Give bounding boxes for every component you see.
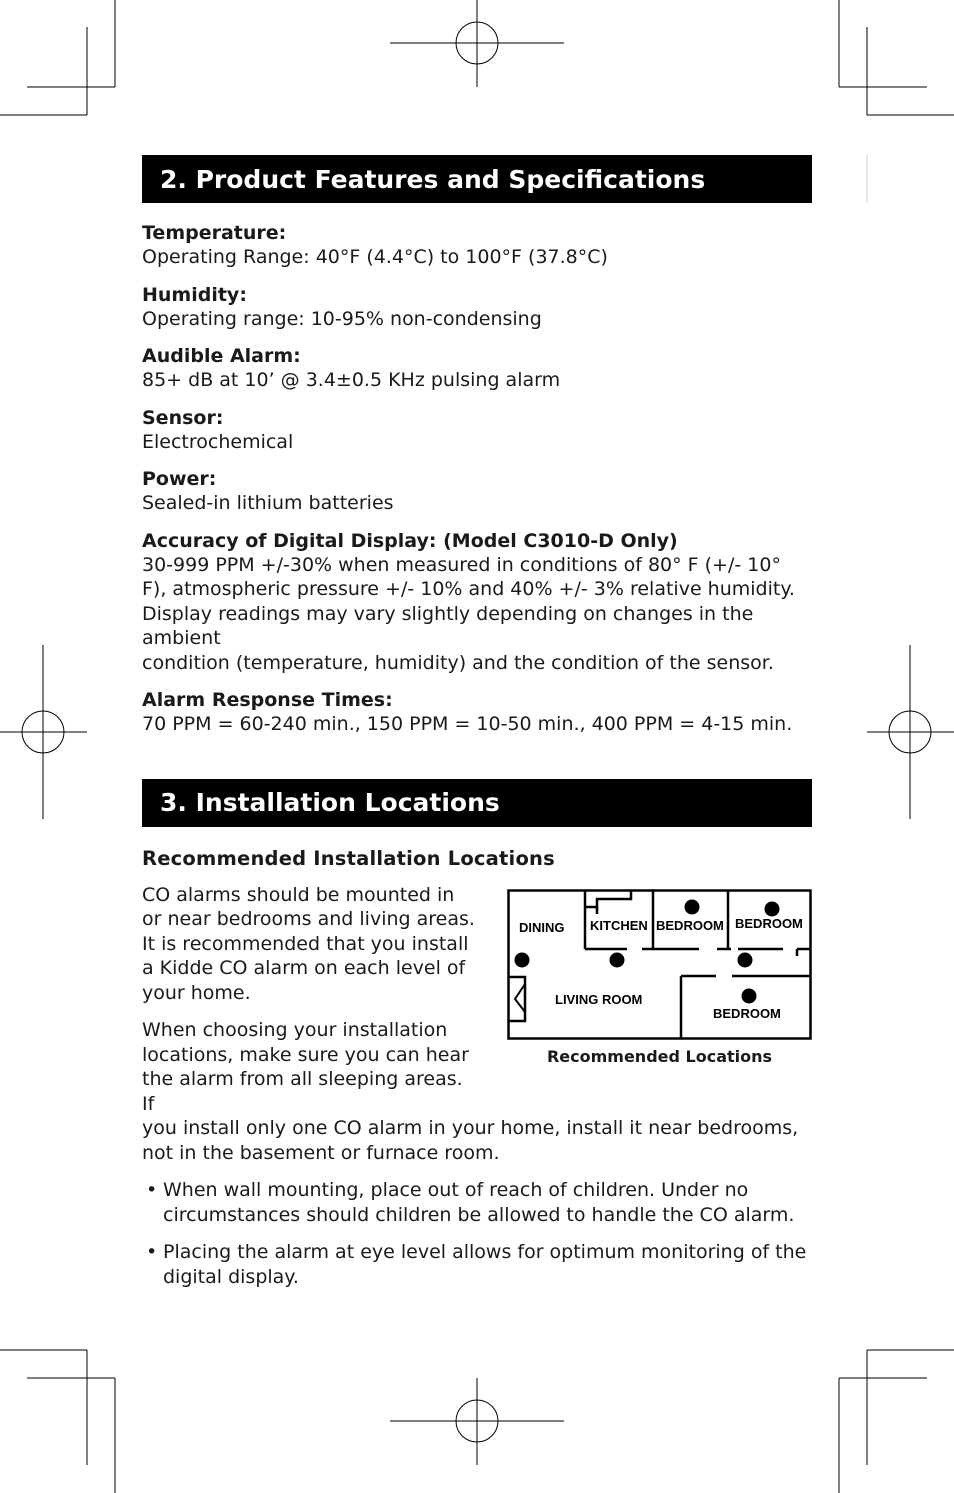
paragraph-line: not in the basement or furnace room.	[142, 1141, 500, 1164]
spec-value-line: F), atmospheric pressure +/- 10% and 40% +/- 3% relative humidity.	[142, 578, 795, 600]
alarm-location-dot	[742, 988, 757, 1003]
paragraph-line: locations, make sure you can hear	[142, 1043, 469, 1066]
spec-label: Power:	[142, 468, 217, 490]
alarm-location-dot	[515, 952, 530, 967]
installation-bullets	[142, 1178, 812, 1289]
section-3-heading	[142, 779, 812, 827]
spec-audible-alarm	[142, 344, 812, 393]
spec-label: Audible Alarm:	[142, 345, 301, 367]
paragraph-line: you install only one CO alarm in your home, install it near bedrooms,	[142, 1117, 799, 1139]
spec-label: Humidity:	[142, 283, 247, 306]
spec-list	[142, 221, 812, 737]
spec-value: Operating range: 10-95% non-condensing	[142, 307, 542, 330]
spec-value: 70 PPM = 60-240 min., 150 PPM = 10-50 min., 400 PPM = 4-15 min.	[142, 713, 793, 735]
floor-plan-figure	[507, 889, 812, 1066]
spec-label: Alarm Response Times:	[142, 689, 393, 711]
spec-temperature	[142, 221, 812, 270]
paragraph-line: or near bedrooms and living areas.	[142, 908, 475, 930]
spec-value-line: 30-999 PPM +/-30% when measured in conditions of 80° F (+/- 10°	[142, 553, 781, 576]
alarm-location-dot	[738, 952, 753, 967]
spec-power	[142, 467, 812, 516]
room-label-bedroom: BEDROOM	[656, 917, 724, 933]
bullet-item	[142, 1178, 812, 1227]
page-content	[142, 155, 812, 1289]
spec-humidity	[142, 283, 812, 332]
figure-caption: Recommended Locations	[546, 1046, 773, 1066]
alarm-location-dot	[765, 901, 780, 916]
section-2-title: 2. Product Features and Specifications	[160, 164, 706, 194]
paragraph-line: CO alarms should be mounted in	[142, 883, 455, 906]
bullet-line: circumstances should children be allowed to handle the CO alarm.	[163, 1203, 795, 1226]
section-2-heading	[142, 155, 812, 203]
bullet-line: Placing the alarm at eye level allows for optimum monitoring of the	[163, 1241, 807, 1263]
fireplace	[509, 977, 526, 1021]
alarm-location-dot	[610, 952, 625, 967]
installation-body	[142, 883, 812, 1290]
paragraph-line: a Kidde CO alarm on each level of	[142, 957, 466, 979]
section-3-title: 3. Installation Locations	[160, 788, 500, 817]
recommended-locations-subheading: Recommended Installation Locations	[142, 846, 555, 870]
stairs-wall	[585, 890, 631, 907]
spec-value: Sealed-in lithium batteries	[142, 492, 394, 514]
spec-sensor	[142, 406, 812, 455]
alarm-location-dot	[685, 899, 700, 914]
bullet-line: When wall mounting, place out of reach of children. Under no	[163, 1179, 749, 1201]
spec-label: Temperature:	[142, 222, 287, 244]
paragraph-line: When choosing your installation	[142, 1019, 448, 1041]
room-label-dining: DINING	[519, 919, 565, 935]
paragraph-line: the alarm from all sleeping areas. If	[142, 1068, 463, 1115]
room-label-bedroom: BEDROOM	[735, 915, 803, 931]
paragraph-line: your home.	[142, 981, 251, 1004]
bullet-marker: •	[146, 1241, 158, 1263]
bullet-line: digital display.	[163, 1265, 299, 1288]
bullet-item	[142, 1240, 812, 1289]
spec-label: Accuracy of Digital Display: (Model C3010-D Only)	[142, 529, 678, 552]
spec-value: Operating Range: 40°F (4.4°C) to 100°F (37.8°C)	[142, 246, 608, 268]
paragraph-line: It is recommended that you install	[142, 932, 469, 955]
spec-alarm-response	[142, 688, 812, 737]
room-label-living-room: LIVING ROOM	[555, 991, 643, 1007]
floor-plan-diagram	[507, 889, 812, 1041]
bullet-marker: •	[146, 1179, 158, 1201]
room-label-bedroom: BEDROOM	[713, 1005, 781, 1021]
spec-label: Sensor:	[142, 406, 224, 429]
fireplace	[515, 984, 525, 1012]
spec-accuracy	[142, 529, 812, 676]
spec-value-line: Display readings may vary slightly depending on changes in the ambient	[142, 602, 754, 649]
spec-value-line: condition (temperature, humidity) and the condition of the sensor.	[142, 651, 774, 674]
spec-value: 85+ dB at 10’ @ 3.4±0.5 KHz pulsing alarm	[142, 369, 561, 391]
room-label-kitchen: KITCHEN	[590, 917, 648, 933]
spec-value: Electrochemical	[142, 430, 294, 453]
